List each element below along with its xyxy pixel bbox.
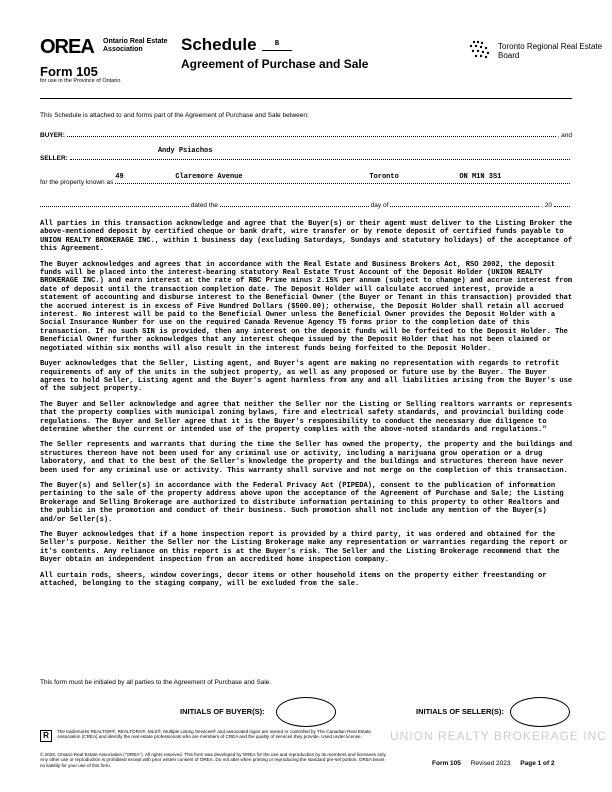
clause-paragraph: The Seller represents and warrants that during the time the Seller has owned the property, the property and the buildings and structures thereon have not been used for any criminal use or activity, including a marijuana grow operation or a drug laboratory, and that to the best of the Seller's knowledge the property and the buildings and structures thereon have never been used for any criminal use or activity. This warranty shall survive and not merge on the completion of this transaction. [40,441,573,475]
seller-initials-label: INITIALS OF SELLER(S): [416,707,504,716]
clause-paragraph: All curtain rods, sheers, window coverings, decor items or other household items on the property either freestanding or attached, belonging to the staging company, will be excluded from the sale. [40,571,547,589]
buyer-initials-field[interactable] [276,697,336,727]
form-number: Form 105 [40,64,98,79]
property-street: Claremore Avenue [175,173,243,181]
buyer-label: BUYER: [40,132,65,139]
property-postal: ON M1N 3S1 [459,173,502,181]
year-field[interactable] [554,205,570,207]
trreb-logo-icon [468,40,492,60]
dated-field[interactable] [220,205,369,207]
org-name: Ontario Real Estate Association [103,38,168,53]
page-indicator: Page 1 of 2 [520,760,555,767]
header-divider [40,98,572,99]
board-name: Toronto Regional Real Estate Board [498,42,603,60]
clause-paragraph: Buyer acknowledges that the Seller, Listing agent, and Buyer's agent are making no representation with regards to retrofit requirements of any of the units in the subject property, as well as any proposed or future use by the Buyer. The Buyer agrees to hold Seller, Listing agent and the Buyer's agent harmless from any and all liabilities arising from the Buyer's use of the subject property. [40,360,573,394]
clause-paragraph: All parties in this transaction acknowledge and agree that the Buyer(s) or their agent must deliver to the Listing Broker the above-mentioned deposit by certified cheque or bank draft, wire transfer or by remote deposit of certified funds payable to UNION REALTY BROKERAGE INC., within 1 business day (excluding Saturdays, Sundays and statutory holidays) of the acceptance of this Agreement. [40,220,573,254]
buyer-row [40,132,572,139]
buyer-suffix: , and [557,132,572,139]
dated-row [40,202,572,209]
property-city: Toronto [369,173,399,181]
property-label: for the property known as [40,179,114,186]
orea-logo-text: OREA [40,36,94,58]
footer-form-number: Form 105 [432,760,461,767]
buyer-field[interactable] [67,135,556,137]
clause-paragraph: The Buyer and Seller acknowledge and agree that neither the Seller nor the Listing or Selling realtors warrants or represents that the property complies with municipal zoning bylaws, fire and electrical safety standards, and provincial building code regulations. The Buyer and Seller agree that it is the Buyer's responsibility to conduct the necessary due diligence to determine whether the current or intended use of the property complies with the above-noted standards and regulations." [40,400,573,434]
copyright-notice: © 2026, Ontario Real Estate Association ("OREA"). All rights reserved. This form was developed by OREA for the use and reproduction by its members and licensees only. Any other use or reproduction is prohibited except with prior written consent of OREA. Do not alter when printing or reproducing the standard pre-set portion. OREA bears no liability for your use of this form. [40,752,387,768]
clause-paragraph: The Buyer(s) and Seller(s) in accordance with the Federal Privacy Act (PIPEDA), consent to the publication of information pertaining to the sale of the property address above upon the acceptance of the Agreement of Purchase and Sale; the Listing Brokerage and Selling Brokerage are authorized to distribute information pertaining to this property to other Realtors and the public in the promotion and conduct of their business. Such promotion shall not include any mention of the Buyer(s) and/or Seller(s). [40,481,564,524]
clause-paragraph: The Buyer acknowledges that if a home inspection report is provided by a third party, it was ordered and obtained for the Seller's purpose. Neither the Seller nor the Listing Brokerage make any representation or warranties regarding the report or it's contents. Any reliance on this report is at the Buyer's risk. The Seller and the Listing Brokerage recommend that the Buyer obtain an independent inspection from an accredited home inspection company. [40,531,568,565]
intro-text: This Schedule is attached to and forms part of the Agreement of Purchase and Sale between: [40,112,309,119]
day-of-label: day of [370,202,389,209]
schedule-clauses [40,220,574,595]
initials-note: This form must be initialed by all parties to the Agreement of Purchase and Sale. [40,679,272,686]
realtor-logo-icon: R [40,730,52,742]
footer-revised: Revised 2023 [470,760,511,767]
clause-paragraph: The Buyer acknowledges and agrees that in accordance with the Real Estate and Business Brokers Act, RSO 2002, the deposit funds will be placed into the interest-bearing statutory Real Estate Trust Account of the Deposit Holder (UNION REALTY BROKERAGE INC.) and earn interest at the rate of RBC Prime minus 2.15% per annum (subject to change) and accrue interest from date of deposit until the transaction completion date. The Deposit Holder will calculate accrued interest, provide a statement of accounting and disburse interest to the Beneficial Owner (the Buyer or Tenant in this transaction) provided that the accrued interest is in excess of Five Hundred Dollars ($500.00); otherwise, the Deposit Holder shall retain all accrued interest. No interest will be paid to the Beneficial Owner unless the Beneficial Owner provides the Deposit Holder with a Social Insurance Number for use on the required Canada Revenue Agency T5 forms prior to the completion date of this transaction. If no such SIN is provided, then any interest on the deposit funds will be forfeited to the Deposit Holder. The Beneficial Owner further acknowledges that any interest cheque issued by the Deposit Holder that has not been claimed or negotiated within six months will also result in the interest funds being forfeited to the Deposit Holder. [40,260,573,353]
orea-logo [40,36,94,59]
property-number: 49 [115,173,124,181]
trademark-notice: The trademarks REALTOR®, REALTORS®, MLS®, Multiple Listing Services® and associated logos are owned or controlled by The Canadian Real Estate Association (CREA) and identify the real estate professionals who are members of CREA and the quality of services they provide. Used under license. [57,729,371,740]
agreement-title: Agreement of Purchase and Sale [181,57,369,71]
brokerage-watermark: UNION REALTY BROKERAGE INC [390,729,607,743]
seller-field[interactable] [70,147,570,160]
seller-row [40,147,572,162]
seller-label: SELLER: [40,155,68,162]
seller-value: Andy Psiachos [157,147,213,155]
year-prefix: , 20 [541,202,553,209]
schedule-letter-field[interactable]: B [262,36,292,51]
property-field[interactable] [115,173,570,184]
footer-form-info [432,760,555,767]
seller-initials-field[interactable] [510,697,570,727]
month-field[interactable] [390,205,539,207]
document-field[interactable] [40,205,189,207]
property-row [40,173,572,186]
dated-label: dated the [190,202,218,209]
form-subtitle: for use in the Province of Ontario [40,78,121,84]
schedule-label: Schedule [181,35,257,54]
buyer-initials-label: INITIALS OF BUYER(S): [180,707,265,716]
